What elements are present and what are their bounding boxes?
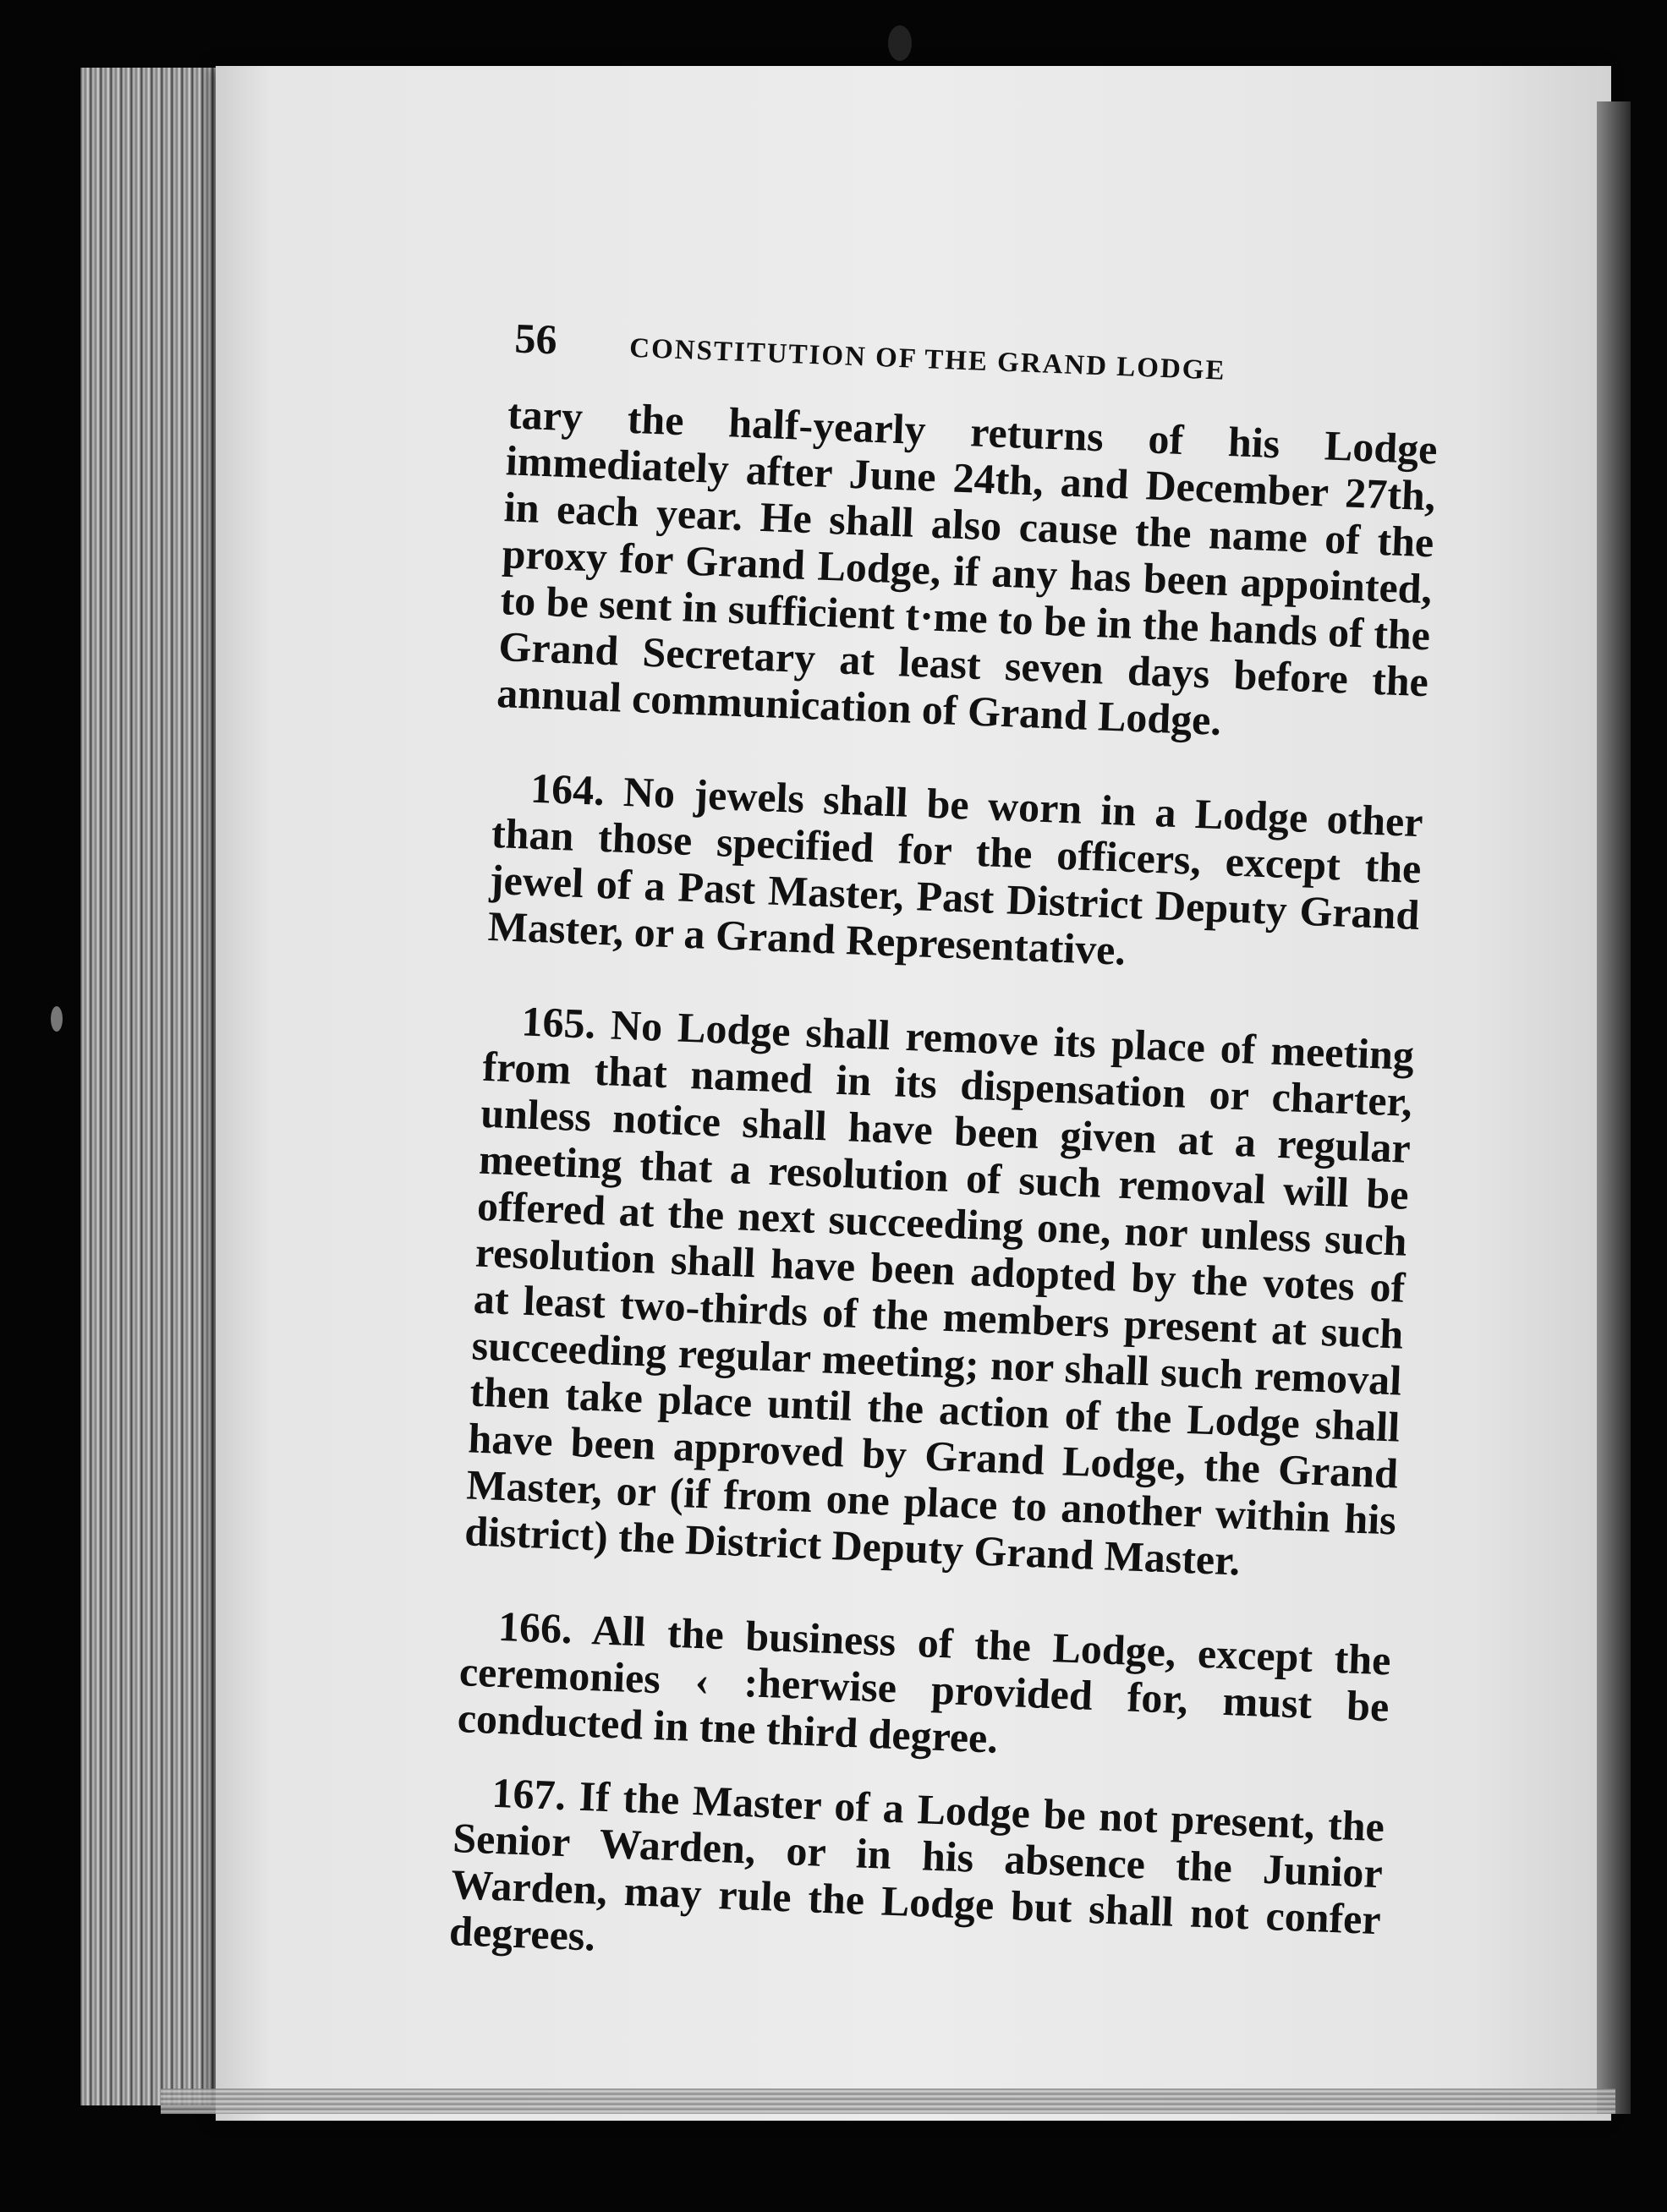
- page-right-shadow: [1597, 101, 1631, 2114]
- page-bottom-edges: [161, 2089, 1615, 2114]
- page-edges: [80, 68, 233, 2105]
- page-text: [218, 304, 1441, 2037]
- paragraph-167: 167. If the Master of a Lodge be not present, the Senior Warden, or in his absence the Junior Warden, may rule the Lodge but shall not confer degrees.: [448, 1768, 1385, 1960]
- body-text: [448, 391, 1438, 1990]
- paragraph-163-continued: tary the half-yearly returns of his Lodge immediately after June 24th, and December 27th, in each year. He shall also cause the name of the proxy for Grand Lodge, if any has been appointed, to be sent in sufficient t·me to be in the hands of the Grand Secretary at least seven days before the annual communication of Grand Lodge.: [496, 390, 1439, 744]
- paragraph-164: 164. No jewels shall be worn in a Lodge other than those specified for the officers, except the jewel of a Past Master, Past District Deputy Grand Master, or a Grand Representative.: [486, 764, 1424, 974]
- page-number: 56: [513, 314, 558, 364]
- paragraph-166: 166. All the business of the Lodge, except the ceremonies ‹ :herwise provided for, must be conducted in tne third degree.: [456, 1602, 1392, 1762]
- ink-speck: [51, 1006, 63, 1032]
- ink-blot: [888, 25, 912, 61]
- running-head: CONSTITUTION OF THE GRAND LODGE: [628, 332, 1227, 386]
- paragraph-165: 165. No Lodge shall remove its place of meeting from that named in its dispensation or charter, unless notice shall have been given at a regular meeting that a resolution of such removal will be offered at the next succeeding one, nor unless such resolution shall have been adopted by the votes of at least two-thirds of the members present at such succeeding regular meeting; nor shall such removal then take place until the action of the Lodge shall have been approved by Grand Lodge, the Grand Master, or (if from one place to another within his district) the District Deputy Grand Master.: [463, 997, 1415, 1585]
